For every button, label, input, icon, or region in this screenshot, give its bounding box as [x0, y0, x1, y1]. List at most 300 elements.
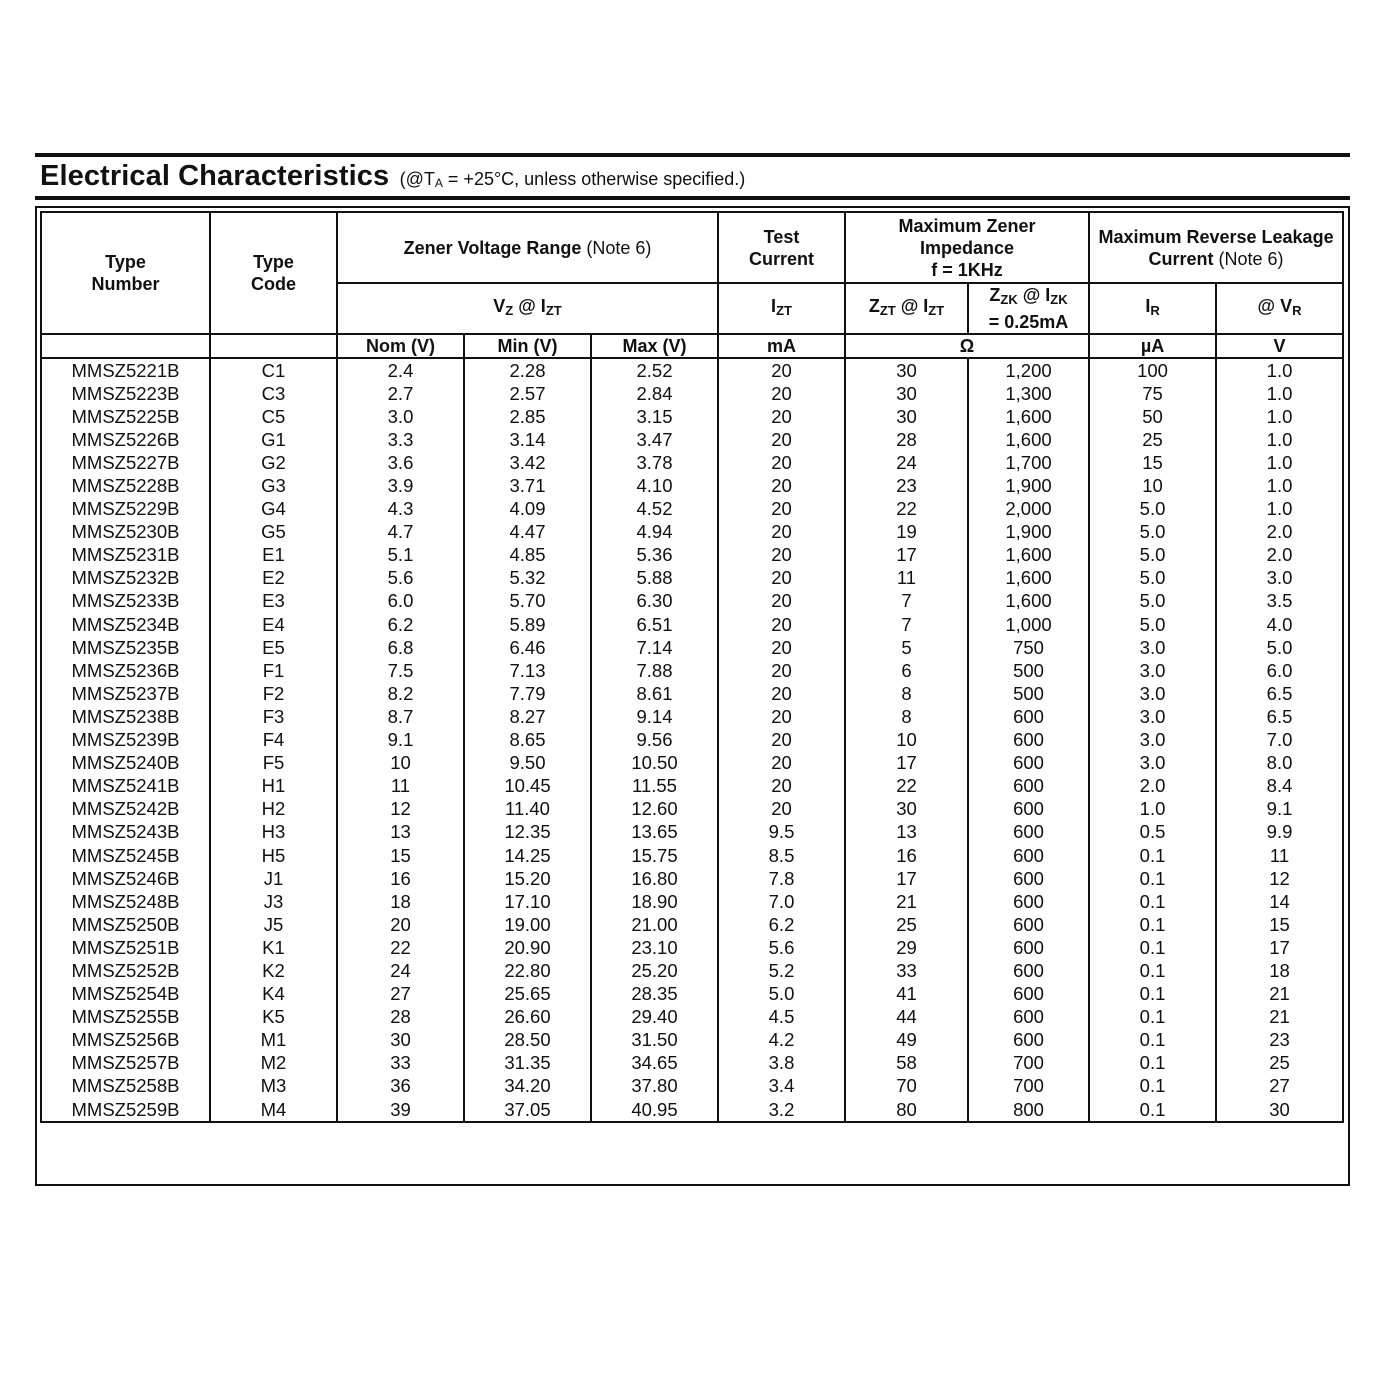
cell-vz-min: 4.47 — [464, 521, 591, 544]
cell-ir: 75 — [1089, 382, 1216, 405]
cell-zzt: 6 — [845, 659, 968, 682]
unit-nom: Nom (V) — [337, 334, 464, 358]
cell-type-code: K4 — [210, 983, 337, 1006]
cell-zzt: 19 — [845, 521, 968, 544]
unit-min: Min (V) — [464, 334, 591, 358]
cell-ir: 0.5 — [1089, 821, 1216, 844]
cell-zzt: 7 — [845, 590, 968, 613]
cell-izt: 20 — [718, 428, 845, 451]
cell-vz-max: 3.15 — [591, 405, 718, 428]
cell-ir: 0.1 — [1089, 913, 1216, 936]
cell-type-code: G3 — [210, 474, 337, 497]
zzt-sub2: ZT — [928, 303, 945, 318]
cell-izt: 20 — [718, 405, 845, 428]
header-test-current: Test Current — [718, 212, 845, 283]
cell-vz-max: 4.52 — [591, 498, 718, 521]
cell-ir: 0.1 — [1089, 936, 1216, 959]
cell-vz-min: 14.25 — [464, 844, 591, 867]
cell-type-number: MMSZ5248B — [41, 890, 210, 913]
title-main: Electrical Characteristics — [40, 160, 390, 192]
cell-vz-nom: 2.4 — [337, 358, 464, 382]
cell-zzt: 8 — [845, 682, 968, 705]
cell-zzk: 800 — [968, 1098, 1089, 1122]
zzk-at: @ I — [1017, 285, 1051, 305]
cell-vz-max: 2.84 — [591, 382, 718, 405]
cell-zzk: 1,600 — [968, 567, 1089, 590]
header-max-reverse-leakage — [1089, 212, 1343, 283]
cell-vz-min: 8.65 — [464, 729, 591, 752]
header-zzt-at-izt — [845, 283, 968, 334]
table-row — [41, 867, 1343, 890]
cell-vz-min: 5.70 — [464, 590, 591, 613]
cell-type-code: H3 — [210, 821, 337, 844]
cell-vz-min: 12.35 — [464, 821, 591, 844]
cell-type-number: MMSZ5221B — [41, 358, 210, 382]
cell-zzt: 30 — [845, 382, 968, 405]
cell-vz-max: 11.55 — [591, 775, 718, 798]
cell-vz-max: 29.40 — [591, 1006, 718, 1029]
cell-ir: 5.0 — [1089, 613, 1216, 636]
cell-izt: 7.8 — [718, 867, 845, 890]
table-row — [41, 544, 1343, 567]
cell-type-code: C1 — [210, 358, 337, 382]
cell-vz-nom: 33 — [337, 1052, 464, 1075]
cell-vr: 21 — [1216, 983, 1343, 1006]
cell-vr: 30 — [1216, 1098, 1343, 1122]
cell-type-number: MMSZ5229B — [41, 498, 210, 521]
cell-zzk: 600 — [968, 890, 1089, 913]
table-row — [41, 405, 1343, 428]
cell-vr: 6.5 — [1216, 705, 1343, 728]
cell-vr: 25 — [1216, 1052, 1343, 1075]
cell-izt: 20 — [718, 567, 845, 590]
cell-vz-nom: 22 — [337, 936, 464, 959]
cell-vr: 1.0 — [1216, 382, 1343, 405]
cell-zzt: 80 — [845, 1098, 968, 1122]
cell-vz-nom: 13 — [337, 821, 464, 844]
cell-zzk: 600 — [968, 752, 1089, 775]
unit-max: Max (V) — [591, 334, 718, 358]
cell-type-code: G2 — [210, 451, 337, 474]
cell-ir: 3.0 — [1089, 682, 1216, 705]
header-zener-voltage-range — [337, 212, 718, 283]
cell-type-number: MMSZ5231B — [41, 544, 210, 567]
cell-vz-min: 15.20 — [464, 867, 591, 890]
cell-type-code: E5 — [210, 636, 337, 659]
cell-izt: 20 — [718, 775, 845, 798]
cell-type-code: F1 — [210, 659, 337, 682]
table-row — [41, 451, 1343, 474]
cell-zzk: 1,900 — [968, 521, 1089, 544]
cell-ir: 0.1 — [1089, 1006, 1216, 1029]
cell-vz-min: 2.28 — [464, 358, 591, 382]
cell-zzk: 600 — [968, 1006, 1089, 1029]
cell-ir: 0.1 — [1089, 867, 1216, 890]
cell-vz-nom: 8.7 — [337, 705, 464, 728]
cell-zzk: 750 — [968, 636, 1089, 659]
table-row — [41, 636, 1343, 659]
cell-type-code: G5 — [210, 521, 337, 544]
cell-zzt: 30 — [845, 798, 968, 821]
cell-izt: 6.2 — [718, 913, 845, 936]
cell-zzt: 5 — [845, 636, 968, 659]
cell-zzt: 22 — [845, 775, 968, 798]
cell-vz-nom: 3.9 — [337, 474, 464, 497]
cell-vr: 1.0 — [1216, 358, 1343, 382]
cell-ir: 3.0 — [1089, 636, 1216, 659]
cell-vz-nom: 3.6 — [337, 451, 464, 474]
cell-zzk: 700 — [968, 1052, 1089, 1075]
cell-zzk: 700 — [968, 1075, 1089, 1098]
cell-vz-nom: 11 — [337, 775, 464, 798]
cell-type-code: G4 — [210, 498, 337, 521]
cell-vz-min: 6.46 — [464, 636, 591, 659]
table-row — [41, 705, 1343, 728]
cell-type-code: F3 — [210, 705, 337, 728]
cell-vr: 21 — [1216, 1006, 1343, 1029]
cell-type-number: MMSZ5259B — [41, 1098, 210, 1122]
cell-zzt: 44 — [845, 1006, 968, 1029]
cell-zzk: 1,700 — [968, 451, 1089, 474]
vz-at: @ I — [513, 296, 546, 316]
cell-vz-max: 4.10 — [591, 474, 718, 497]
max-leakage-note: (Note 6) — [1213, 248, 1284, 269]
cell-izt: 20 — [718, 451, 845, 474]
cell-izt: 20 — [718, 590, 845, 613]
table-row — [41, 1052, 1343, 1075]
cell-type-code: F5 — [210, 752, 337, 775]
unit-ua: µA — [1089, 334, 1216, 358]
ir-sub: R — [1150, 303, 1160, 318]
cell-vz-nom: 6.8 — [337, 636, 464, 659]
zener-range-note: (Note 6) — [581, 237, 652, 258]
cell-zzt: 7 — [845, 613, 968, 636]
cell-ir: 3.0 — [1089, 659, 1216, 682]
cell-type-number: MMSZ5257B — [41, 1052, 210, 1075]
cell-zzk: 1,300 — [968, 382, 1089, 405]
izt-main: I — [771, 296, 777, 316]
cell-zzt: 21 — [845, 890, 968, 913]
cell-type-code: F2 — [210, 682, 337, 705]
cell-type-number: MMSZ5239B — [41, 729, 210, 752]
cell-izt: 4.2 — [718, 1029, 845, 1052]
title-cond-pre: (@T — [399, 169, 435, 189]
cell-zzt: 23 — [845, 474, 968, 497]
cell-vr: 2.0 — [1216, 544, 1343, 567]
cell-type-code: E1 — [210, 544, 337, 567]
cell-izt: 7.0 — [718, 890, 845, 913]
cell-vz-max: 2.52 — [591, 358, 718, 382]
cell-vz-min: 9.50 — [464, 752, 591, 775]
cell-izt: 20 — [718, 729, 845, 752]
cell-type-number: MMSZ5223B — [41, 382, 210, 405]
cell-type-number: MMSZ5227B — [41, 451, 210, 474]
cell-zzk: 1,600 — [968, 590, 1089, 613]
zener-range-label: Zener Voltage Range — [403, 237, 582, 258]
cell-vr: 1.0 — [1216, 474, 1343, 497]
cell-vz-max: 3.78 — [591, 451, 718, 474]
cell-type-number: MMSZ5243B — [41, 821, 210, 844]
cell-zzk: 600 — [968, 913, 1089, 936]
cell-vr: 4.0 — [1216, 613, 1343, 636]
cell-type-number: MMSZ5230B — [41, 521, 210, 544]
cell-vz-min: 7.13 — [464, 659, 591, 682]
cell-type-code: G1 — [210, 428, 337, 451]
cell-izt: 5.2 — [718, 959, 845, 982]
cell-vz-min: 17.10 — [464, 890, 591, 913]
cell-izt: 20 — [718, 752, 845, 775]
cell-type-code: M2 — [210, 1052, 337, 1075]
max-impedance-label: Maximum Zener Impedance — [898, 215, 1036, 258]
cell-ir: 50 — [1089, 405, 1216, 428]
cell-type-number: MMSZ5246B — [41, 867, 210, 890]
cell-zzt: 10 — [845, 729, 968, 752]
cell-type-code: M3 — [210, 1075, 337, 1098]
cell-vz-min: 37.05 — [464, 1098, 591, 1122]
cell-vz-max: 9.56 — [591, 729, 718, 752]
cell-izt: 3.8 — [718, 1052, 845, 1075]
cell-vz-nom: 9.1 — [337, 729, 464, 752]
cell-type-number: MMSZ5252B — [41, 959, 210, 982]
cell-vz-min: 20.90 — [464, 936, 591, 959]
cell-ir: 0.1 — [1089, 844, 1216, 867]
cell-zzt: 24 — [845, 451, 968, 474]
cell-vr: 5.0 — [1216, 636, 1343, 659]
cell-vz-nom: 15 — [337, 844, 464, 867]
cell-type-code: E4 — [210, 613, 337, 636]
cell-zzt: 41 — [845, 983, 968, 1006]
header-vz-at-izt — [337, 283, 718, 334]
cell-vr: 8.4 — [1216, 775, 1343, 798]
vr-main: @ V — [1257, 296, 1293, 316]
unit-v: V — [1216, 334, 1343, 358]
cell-vz-max: 21.00 — [591, 913, 718, 936]
cell-vr: 15 — [1216, 913, 1343, 936]
cell-type-code: H5 — [210, 844, 337, 867]
ir-main: I — [1145, 296, 1151, 316]
cell-vz-min: 31.35 — [464, 1052, 591, 1075]
header-at-vr — [1216, 283, 1343, 334]
cell-type-code: K5 — [210, 1006, 337, 1029]
cell-type-number: MMSZ5234B — [41, 613, 210, 636]
cell-zzk: 600 — [968, 936, 1089, 959]
cell-vz-max: 7.14 — [591, 636, 718, 659]
cell-izt: 20 — [718, 682, 845, 705]
cell-vr: 14 — [1216, 890, 1343, 913]
cell-vz-nom: 6.2 — [337, 613, 464, 636]
cell-ir: 1.0 — [1089, 798, 1216, 821]
table-row — [41, 1075, 1343, 1098]
cell-zzk: 1,900 — [968, 474, 1089, 497]
cell-vr: 1.0 — [1216, 451, 1343, 474]
cell-zzt: 30 — [845, 358, 968, 382]
cell-vz-max: 12.60 — [591, 798, 718, 821]
cell-izt: 20 — [718, 798, 845, 821]
cell-izt: 20 — [718, 474, 845, 497]
cell-vr: 3.0 — [1216, 567, 1343, 590]
cell-vz-min: 2.57 — [464, 382, 591, 405]
table-row — [41, 682, 1343, 705]
table-row — [41, 1029, 1343, 1052]
cell-vz-max: 4.94 — [591, 521, 718, 544]
table-row — [41, 1098, 1343, 1122]
cell-vz-max: 31.50 — [591, 1029, 718, 1052]
cell-vz-max: 13.65 — [591, 821, 718, 844]
cell-vz-min: 10.45 — [464, 775, 591, 798]
cell-type-number: MMSZ5226B — [41, 428, 210, 451]
cell-type-code: M1 — [210, 1029, 337, 1052]
title-cond-post: = +25°C, unless otherwise specified.) — [442, 169, 746, 189]
header-blank-2 — [210, 334, 337, 358]
cell-vr: 1.0 — [1216, 405, 1343, 428]
cell-vz-nom: 6.0 — [337, 590, 464, 613]
cell-type-code: K1 — [210, 936, 337, 959]
max-leakage-label: Maximum Reverse Leakage Current — [1098, 226, 1334, 269]
table-row — [41, 613, 1343, 636]
table-row — [41, 358, 1343, 382]
cell-vz-nom: 5.6 — [337, 567, 464, 590]
cell-type-code: J5 — [210, 913, 337, 936]
cell-vz-nom: 18 — [337, 890, 464, 913]
cell-vz-nom: 20 — [337, 913, 464, 936]
header-type-number: Type Number — [41, 212, 210, 334]
cell-ir: 100 — [1089, 358, 1216, 382]
cell-type-code: E3 — [210, 590, 337, 613]
table-row — [41, 959, 1343, 982]
cell-vz-max: 23.10 — [591, 936, 718, 959]
cell-vz-nom: 5.1 — [337, 544, 464, 567]
cell-vz-nom: 28 — [337, 1006, 464, 1029]
cell-ir: 3.0 — [1089, 705, 1216, 728]
cell-type-code: K2 — [210, 959, 337, 982]
cell-izt: 20 — [718, 521, 845, 544]
cell-vz-nom: 27 — [337, 983, 464, 1006]
header-max-zener-impedance — [845, 212, 1089, 283]
header-zzk-at-izk — [968, 283, 1089, 334]
title-condition — [400, 169, 746, 189]
cell-zzt: 30 — [845, 405, 968, 428]
cell-ir: 5.0 — [1089, 498, 1216, 521]
cell-vz-min: 11.40 — [464, 798, 591, 821]
cell-izt: 20 — [718, 659, 845, 682]
cell-vr: 8.0 — [1216, 752, 1343, 775]
cell-zzk: 600 — [968, 983, 1089, 1006]
cell-izt: 9.5 — [718, 821, 845, 844]
cell-vz-nom: 16 — [337, 867, 464, 890]
max-impedance-freq: f = 1KHz — [931, 259, 1003, 280]
cell-izt: 20 — [718, 613, 845, 636]
cell-vz-min: 2.85 — [464, 405, 591, 428]
cell-type-code: C3 — [210, 382, 337, 405]
cell-type-code: H1 — [210, 775, 337, 798]
cell-zzk: 600 — [968, 729, 1089, 752]
cell-ir: 3.0 — [1089, 752, 1216, 775]
cell-vr: 6.0 — [1216, 659, 1343, 682]
cell-ir: 2.0 — [1089, 775, 1216, 798]
cell-ir: 25 — [1089, 428, 1216, 451]
zzt-at: @ I — [895, 296, 929, 316]
vz-sub: Z — [505, 303, 514, 318]
zzt-sub: ZT — [879, 303, 896, 318]
unit-ma: mA — [718, 334, 845, 358]
cell-vz-min: 3.42 — [464, 451, 591, 474]
cell-vr: 12 — [1216, 867, 1343, 890]
cell-type-number: MMSZ5236B — [41, 659, 210, 682]
cell-ir: 0.1 — [1089, 1029, 1216, 1052]
cell-ir: 3.0 — [1089, 729, 1216, 752]
cell-vz-max: 9.14 — [591, 705, 718, 728]
cell-vz-max: 15.75 — [591, 844, 718, 867]
table-row — [41, 752, 1343, 775]
cell-vz-nom: 10 — [337, 752, 464, 775]
cell-vz-min: 8.27 — [464, 705, 591, 728]
header-blank-1 — [41, 334, 210, 358]
cell-zzk: 600 — [968, 798, 1089, 821]
table-row — [41, 659, 1343, 682]
cell-zzt: 58 — [845, 1052, 968, 1075]
cell-vz-max: 40.95 — [591, 1098, 718, 1122]
cell-type-number: MMSZ5238B — [41, 705, 210, 728]
cell-ir: 5.0 — [1089, 544, 1216, 567]
table-row — [41, 590, 1343, 613]
cell-type-number: MMSZ5228B — [41, 474, 210, 497]
cell-izt: 3.4 — [718, 1075, 845, 1098]
zzk-main: Z — [989, 285, 1001, 305]
cell-vr: 27 — [1216, 1075, 1343, 1098]
table-row — [41, 428, 1343, 451]
cell-type-number: MMSZ5255B — [41, 1006, 210, 1029]
cell-zzt: 17 — [845, 867, 968, 890]
top-rule — [35, 153, 1350, 157]
cell-zzk: 600 — [968, 959, 1089, 982]
cell-vr: 11 — [1216, 844, 1343, 867]
table-row — [41, 983, 1343, 1006]
title-cond-sub: A — [434, 176, 443, 190]
cell-izt: 20 — [718, 544, 845, 567]
cell-zzk: 600 — [968, 1029, 1089, 1052]
cell-zzt: 8 — [845, 705, 968, 728]
cell-vz-max: 37.80 — [591, 1075, 718, 1098]
cell-ir: 10 — [1089, 474, 1216, 497]
table-row — [41, 498, 1343, 521]
cell-ir: 0.1 — [1089, 1098, 1216, 1122]
header-type-code: Type Code — [210, 212, 337, 334]
cell-ir: 5.0 — [1089, 567, 1216, 590]
table-row — [41, 382, 1343, 405]
cell-vr: 1.0 — [1216, 428, 1343, 451]
cell-zzk: 600 — [968, 775, 1089, 798]
header-izt — [718, 283, 845, 334]
cell-zzk: 500 — [968, 682, 1089, 705]
cell-vz-min: 25.65 — [464, 983, 591, 1006]
cell-type-number: MMSZ5235B — [41, 636, 210, 659]
cell-vr: 2.0 — [1216, 521, 1343, 544]
cell-vz-max: 34.65 — [591, 1052, 718, 1075]
cell-ir: 0.1 — [1089, 890, 1216, 913]
cell-vz-nom: 2.7 — [337, 382, 464, 405]
cell-ir: 0.1 — [1089, 1052, 1216, 1075]
table-row — [41, 936, 1343, 959]
cell-zzt: 25 — [845, 913, 968, 936]
cell-vr: 18 — [1216, 959, 1343, 982]
cell-zzt: 28 — [845, 428, 968, 451]
cell-izt: 4.5 — [718, 1006, 845, 1029]
cell-vz-nom: 8.2 — [337, 682, 464, 705]
cell-zzk: 2,000 — [968, 498, 1089, 521]
cell-izt: 20 — [718, 382, 845, 405]
cell-vz-nom: 4.3 — [337, 498, 464, 521]
title-underline-rule — [35, 196, 1350, 200]
